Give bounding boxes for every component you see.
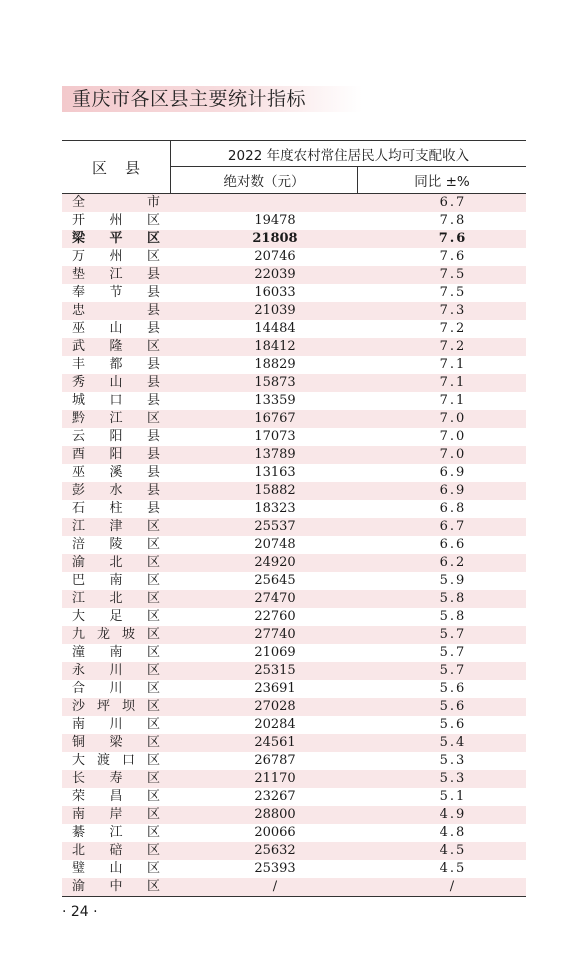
row-absolute-value: 25645: [254, 573, 296, 588]
row-yoy-value: 7.1: [439, 357, 467, 372]
table-row: [62, 356, 526, 374]
row-yoy-value: 7.1: [439, 375, 467, 390]
row-district-name: 南 岸 区: [72, 807, 160, 822]
table-row: [62, 824, 526, 842]
table-row: [62, 284, 526, 302]
row-district-name: 北 碚 区: [72, 843, 160, 858]
table-row: [62, 230, 526, 248]
stats-table: [62, 140, 526, 897]
row-yoy-value: 4.5: [439, 861, 467, 876]
table-row: [62, 518, 526, 536]
row-yoy-value: 5.7: [439, 663, 467, 678]
table-row: [62, 248, 526, 266]
row-yoy-value: 7.6: [439, 249, 467, 264]
row-absolute-value: 13789: [254, 447, 296, 462]
row-yoy-value: 7.0: [439, 429, 467, 444]
row-yoy-value: 4.9: [439, 807, 467, 822]
row-absolute-value: 18829: [254, 357, 296, 372]
row-yoy-value: 7.3: [439, 303, 467, 318]
row-yoy-value: 5.8: [439, 591, 467, 606]
row-district-name: 荣 昌 区: [72, 789, 160, 804]
row-district-name: 铜 梁 区: [72, 735, 160, 750]
row-absolute-value: 25315: [254, 663, 296, 678]
table-row: [62, 680, 526, 698]
table-row: [62, 536, 526, 554]
row-district-name: 武 隆 区: [72, 339, 160, 354]
row-district-name: 忠 县: [72, 303, 160, 318]
row-yoy-value: 5.9: [439, 573, 467, 588]
table-row: [62, 428, 526, 446]
row-yoy-value: 7.5: [439, 285, 467, 300]
row-absolute-value: 25393: [254, 861, 296, 876]
row-absolute-value: 15882: [254, 483, 296, 498]
table-row: [62, 554, 526, 572]
row-district-name: 云 阳 县: [72, 429, 160, 444]
table-row: [62, 266, 526, 284]
table-row: [62, 770, 526, 788]
row-district-name: 永 川 区: [72, 663, 160, 678]
row-district-name: 长 寿 区: [72, 771, 160, 786]
row-yoy-value: 7.6: [438, 231, 468, 246]
row-absolute-value: 21069: [254, 645, 296, 660]
row-absolute-value: 18323: [254, 501, 296, 516]
row-yoy-value: 5.6: [439, 699, 467, 714]
row-district-name: 巴 南 区: [72, 573, 160, 588]
row-district-name: 大 足 区: [72, 609, 160, 624]
row-yoy-value: 5.7: [439, 627, 467, 642]
row-yoy-value: 6.8: [439, 501, 467, 516]
page-number: · 24 ·: [62, 904, 98, 920]
row-yoy-value: 7.1: [439, 393, 467, 408]
table-row: [62, 482, 526, 500]
row-district-name: 酉 阳 县: [72, 447, 160, 462]
table-row: [62, 572, 526, 590]
row-yoy-value: 6.6: [439, 537, 467, 552]
table-body: [62, 194, 526, 897]
row-district-name: 开 州 区: [72, 213, 160, 228]
table-row: [62, 320, 526, 338]
row-absolute-value: 16033: [254, 285, 296, 300]
row-yoy-value: 4.5: [439, 843, 467, 858]
table-row: [62, 716, 526, 734]
row-yoy-value: 6.7: [439, 519, 467, 534]
row-absolute-value: 18412: [254, 339, 296, 354]
table-row: [62, 860, 526, 878]
row-absolute-value: 25537: [254, 519, 296, 534]
row-absolute-value: 23691: [254, 681, 296, 696]
row-district-name: 綦 江 区: [72, 825, 160, 840]
row-absolute-value: 25632: [254, 843, 296, 858]
row-district-name: 巫 山 县: [72, 321, 160, 336]
table-row: [62, 734, 526, 752]
row-district-name: 垫 江 县: [72, 267, 160, 282]
row-district-name: 江 北 区: [72, 591, 160, 606]
table-row: [62, 626, 526, 644]
row-absolute-value: 20284: [254, 717, 296, 732]
table-row: [62, 788, 526, 806]
row-absolute-value: 27028: [254, 699, 296, 714]
row-absolute-value: [171, 194, 357, 212]
row-absolute-value: 24920: [254, 555, 296, 570]
row-absolute-value: 24561: [254, 735, 296, 750]
row-absolute-value: 13163: [254, 465, 296, 480]
row-absolute-value: 21808: [252, 231, 298, 246]
table-row: [62, 194, 526, 212]
row-yoy-value: 7.2: [439, 339, 467, 354]
row-absolute-value: 28800: [254, 807, 296, 822]
header-area: 区县: [91, 158, 158, 177]
row-yoy-value: 5.7: [439, 645, 467, 660]
row-absolute-value: 14484: [254, 321, 296, 336]
row-district-name: 黔 江 区: [72, 411, 160, 426]
header-yoy: 同比 ±%: [414, 174, 470, 190]
row-absolute-value: 21039: [254, 303, 296, 318]
row-yoy-value: 5.6: [439, 717, 467, 732]
row-district-name: 璧 山 区: [72, 861, 160, 876]
row-yoy-value: 5.3: [439, 753, 467, 768]
row-absolute-value: 21170: [254, 771, 296, 786]
row-absolute-value: 20066: [254, 825, 296, 840]
row-district-name: 巫 溪 县: [72, 465, 160, 480]
row-absolute-value: 26787: [254, 753, 296, 768]
row-absolute-value: 20746: [254, 249, 296, 264]
row-absolute-value: 22760: [254, 609, 296, 624]
row-absolute-value: 27740: [254, 627, 296, 642]
row-yoy-value: 6.9: [439, 483, 467, 498]
row-yoy-value: 5.1: [439, 789, 467, 804]
row-district-name: 丰 都 县: [72, 357, 160, 372]
row-absolute-value: 17073: [254, 429, 296, 444]
row-yoy-value: 5.4: [439, 735, 467, 750]
row-absolute-value: /: [272, 879, 278, 894]
row-yoy-value: 6.2: [439, 555, 467, 570]
row-yoy-value: 5.6: [439, 681, 467, 696]
table-row: [62, 608, 526, 626]
row-district-name: 全 市: [72, 195, 160, 210]
page-title: 重庆市各区县主要统计指标: [72, 88, 307, 110]
row-absolute-value: 13359: [254, 393, 296, 408]
table-row: [62, 752, 526, 770]
row-absolute-value: 19478: [254, 213, 296, 228]
table-row: [62, 410, 526, 428]
table-row: [62, 842, 526, 860]
row-yoy-value: 5.8: [439, 609, 467, 624]
row-district-name: 梁 平 区: [72, 231, 160, 246]
row-district-name: 渝 北 区: [72, 555, 160, 570]
table-row: [62, 806, 526, 824]
row-yoy-value: 6.9: [439, 465, 467, 480]
table-row: [62, 644, 526, 662]
row-absolute-value: 15873: [254, 375, 296, 390]
row-district-name: 潼 南 区: [72, 645, 160, 660]
table-row: [62, 392, 526, 410]
row-district-name: 万 州 区: [72, 249, 160, 264]
table-row: [62, 698, 526, 716]
row-district-name: 南 川 区: [72, 717, 160, 732]
row-district-name: 涪 陵 区: [72, 537, 160, 552]
row-district-name: 彭 水 县: [72, 483, 160, 498]
table-row: [62, 662, 526, 680]
row-district-name: 城 口 县: [72, 393, 160, 408]
row-district-name: 沙 坪 坝 区: [72, 699, 160, 714]
row-district-name: 渝 中 区: [72, 879, 160, 894]
row-yoy-value: 5.3: [439, 771, 467, 786]
row-district-name: 合 川 区: [72, 681, 160, 696]
table-header: [62, 140, 526, 194]
table-row: [62, 212, 526, 230]
row-absolute-value: 22039: [254, 267, 296, 282]
row-yoy-value: 7.0: [439, 447, 467, 462]
table-row: [62, 374, 526, 392]
table-row: [62, 302, 526, 320]
row-yoy-value: /: [449, 879, 457, 894]
table-row: [62, 446, 526, 464]
header-absolute: 绝对数（元）: [223, 174, 305, 190]
row-yoy-value: 7.5: [439, 267, 467, 282]
row-district-name: 九 龙 坡 区: [72, 627, 160, 642]
table-row: [62, 338, 526, 356]
row-district-name: 石 柱 县: [72, 501, 160, 516]
table-row: [62, 878, 526, 896]
table-row: [62, 464, 526, 482]
header-group: 2022 年度农村常住居民人均可支配收入: [171, 141, 526, 167]
row-yoy-value: 7.0: [439, 411, 467, 426]
row-district-name: 秀 山 县: [72, 375, 160, 390]
table-row: [62, 590, 526, 608]
row-absolute-value: 16767: [254, 411, 296, 426]
row-yoy-value: 7.2: [439, 321, 467, 336]
table-row: [62, 500, 526, 518]
row-district-name: 大 渡 口 区: [72, 753, 160, 768]
row-absolute-value: 27470: [254, 591, 296, 606]
row-yoy-value: 4.8: [439, 825, 467, 840]
row-district-name: 江 津 区: [72, 519, 160, 534]
row-yoy-value: 7.8: [439, 213, 467, 228]
row-absolute-value: 23267: [254, 789, 296, 804]
row-yoy-value: 6.7: [439, 195, 467, 210]
row-district-name: 奉 节 县: [72, 285, 160, 300]
row-absolute-value: 20748: [254, 537, 296, 552]
